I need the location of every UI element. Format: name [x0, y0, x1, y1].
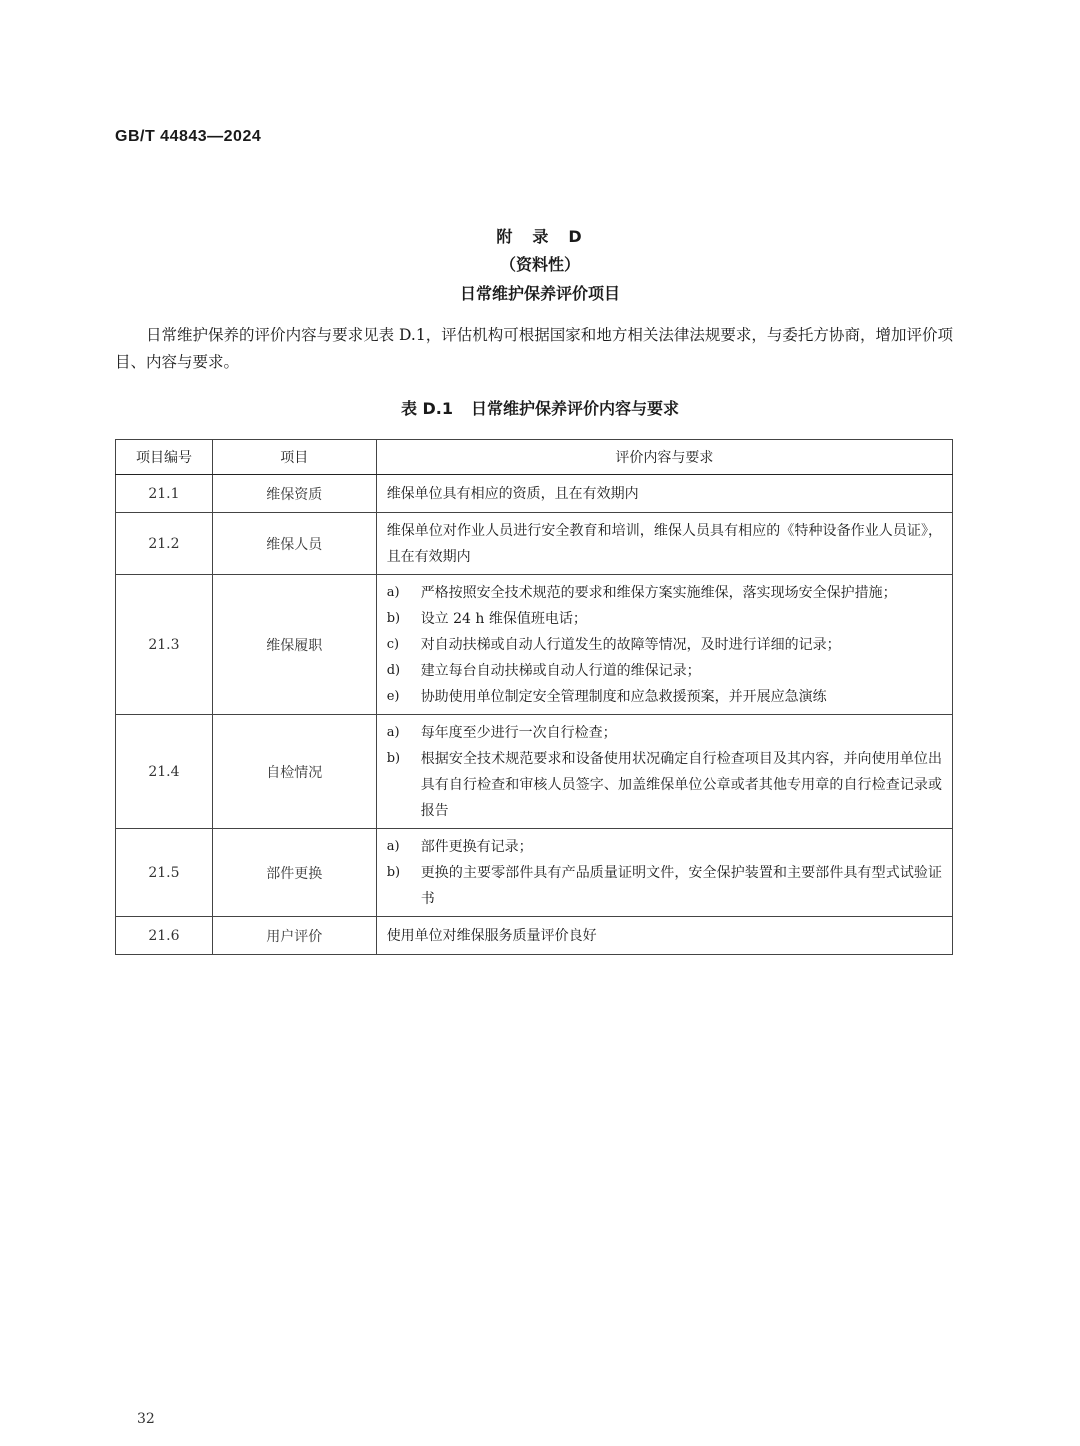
- requirement-point: [387, 834, 942, 860]
- evaluation-table: [115, 439, 953, 955]
- point-text: 每年度至少进行一次自行检查；: [420, 725, 617, 741]
- row-requirement: 使用单位对维保服务质量评价良好: [376, 917, 952, 955]
- point-text: 部件更换有记录；: [420, 839, 533, 855]
- table-row: [116, 917, 953, 955]
- point-text: 建立每台自动扶梯或自动人行道的维保记录；: [420, 663, 701, 679]
- row-item: 维保履职: [212, 575, 376, 715]
- requirement-point: [387, 746, 942, 824]
- row-requirement: 维保单位对作业人员进行安全教育和培训，维保人员具有相应的《特种设备作业人员证》，且在有效期内: [376, 513, 952, 575]
- page-number: 32: [137, 1411, 155, 1427]
- table-row: [116, 575, 953, 715]
- point-mark: a): [386, 585, 400, 600]
- row-requirement: [376, 715, 952, 829]
- table-row: [116, 715, 953, 829]
- header-item: 项目: [212, 440, 376, 475]
- requirement-point: [387, 632, 942, 658]
- row-code: 21.3: [116, 575, 213, 715]
- table-caption-title: 日常维护保养评价内容与要求: [471, 399, 680, 418]
- point-text: 协助使用单位制定安全管理制度和应急救援预案，并开展应急演练: [420, 689, 827, 705]
- table-header-row: [116, 440, 953, 475]
- point-mark: a): [386, 839, 400, 854]
- row-code: 21.6: [116, 917, 213, 955]
- row-code: 21.2: [116, 513, 213, 575]
- point-mark: e): [386, 689, 400, 704]
- row-code: 21.1: [116, 475, 213, 513]
- requirement-point: [387, 606, 942, 632]
- row-item: 维保资质: [212, 475, 376, 513]
- table-row: [116, 829, 953, 917]
- point-text: 设立 24 h 维保值班电话；: [420, 611, 587, 627]
- point-mark: b): [386, 865, 401, 880]
- requirement-point: [387, 720, 942, 746]
- point-mark: c): [386, 637, 400, 652]
- row-item: 自检情况: [212, 715, 376, 829]
- table-caption-number: 表 D.1: [400, 399, 454, 418]
- point-mark: a): [386, 725, 400, 740]
- requirement-point: [387, 684, 942, 710]
- point-mark: d): [386, 663, 401, 678]
- annex-subject: 日常维护保养评价项目: [459, 284, 620, 303]
- row-code: 21.4: [116, 715, 213, 829]
- row-item: 用户评价: [212, 917, 376, 955]
- table-row: [116, 513, 953, 575]
- row-requirement: [376, 575, 952, 715]
- point-text: 严格按照安全技术规范的要求和维保方案实施维保，落实现场安全保护措施；: [420, 585, 897, 601]
- row-item: 部件更换: [212, 829, 376, 917]
- requirement-point: [387, 860, 942, 912]
- row-item: 维保人员: [212, 513, 376, 575]
- annex-nature: （资料性）: [499, 255, 580, 274]
- point-text: 更换的主要零部件具有产品质量证明文件，安全保护装置和主要部件具有型式试验证书: [420, 865, 942, 907]
- point-text: 根据安全技术规范要求和设备使用状况确定自行检查项目及其内容，并向使用单位出具有自行检查和审核人员签字、加盖维保单位公章或者其他专用章的自行检查记录或报告: [420, 751, 942, 819]
- header-requirement: 评价内容与要求: [376, 440, 952, 475]
- table-caption: [0, 396, 1080, 419]
- row-requirement: [376, 829, 952, 917]
- point-mark: b): [386, 751, 401, 766]
- row-requirement: 维保单位具有相应的资质，且在有效期内: [376, 475, 952, 513]
- row-code: 21.5: [116, 829, 213, 917]
- requirement-point: [387, 580, 942, 606]
- requirement-point: [387, 658, 942, 684]
- point-mark: b): [386, 611, 401, 626]
- header-code: 项目编号: [116, 440, 213, 475]
- point-text: 对自动扶梯或自动人行道发生的故障等情况，及时进行详细的记录；: [420, 637, 841, 653]
- table-row: [116, 475, 953, 513]
- intro-paragraph: 日常维护保养的评价内容与要求见表 D.1，评估机构可根据国家和地方相关法律法规要求，与委托方协商，增加评价项目、内容与要求。: [115, 326, 953, 371]
- standard-code: GB/T 44843—2024: [115, 128, 262, 145]
- annex-title: 附 录 D: [496, 227, 584, 246]
